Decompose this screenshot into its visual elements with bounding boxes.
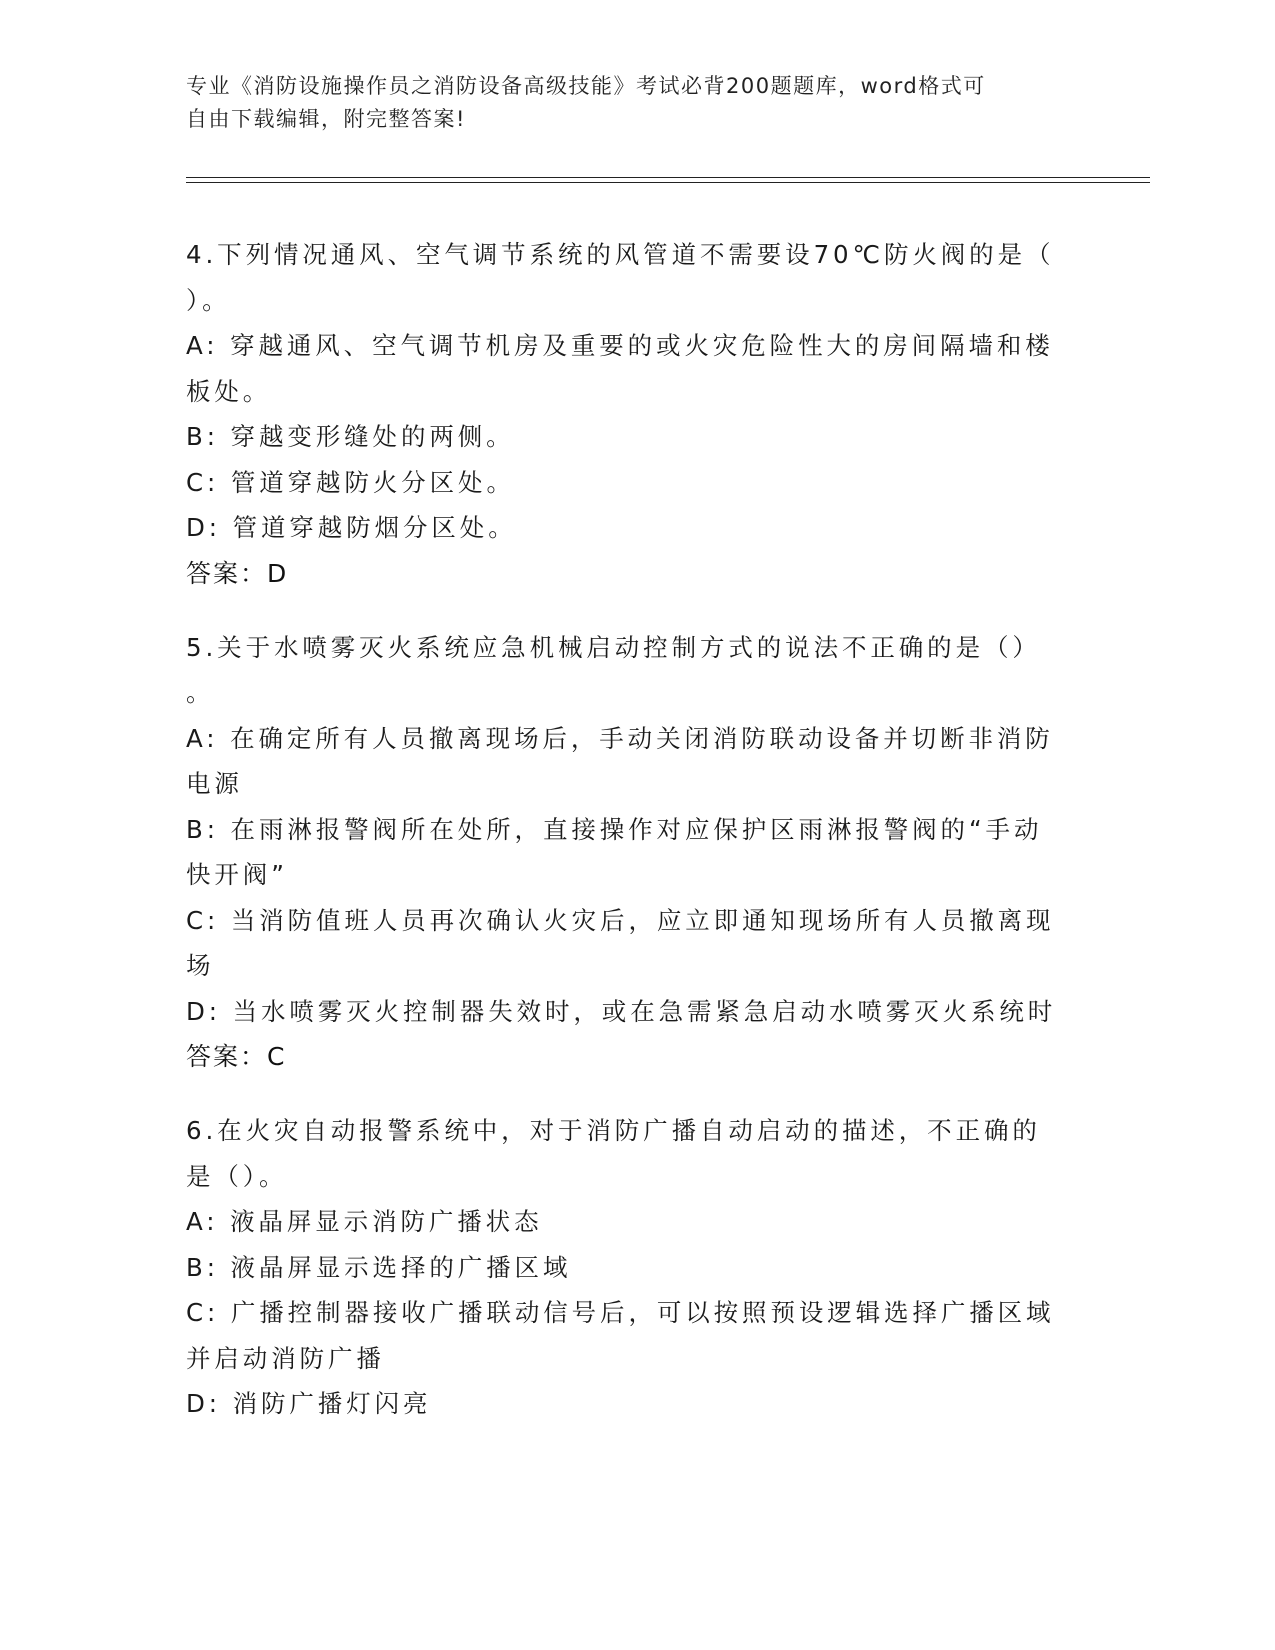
question-6 — [186, 1108, 1076, 1427]
question-stem: 5.关于水喷雾灭火系统应急机械启动控制方式的说法不正确的是（） — [186, 632, 1041, 662]
question-stem: 6.在火灾自动报警系统中，对于消防广播自动启动的描述，不正确的 — [186, 1116, 1041, 1145]
option-d: D: 消防广播灯闪亮 — [186, 1389, 432, 1418]
question-4 — [186, 232, 1076, 597]
header-line-1: 专业《消防设施操作员之消防设备高级技能》考试必背200题题库，word格式可 — [186, 74, 986, 98]
option-c: C: 广播控制器接收广播联动信号后，可以按照预设逻辑选择广播区域 并启动消防广播 — [186, 1298, 1055, 1373]
option-d: D: 管道穿越防烟分区处。 — [186, 513, 517, 542]
header-divider-top — [186, 177, 1150, 178]
question-stem: ）。 — [186, 285, 231, 315]
question-stem: 。 — [186, 678, 215, 707]
option-a: A: 在确定所有人员撤离现场后，手动关闭消防联动设备并切断非消防 电源 — [186, 723, 1054, 798]
answer-label: 答案：D — [186, 558, 289, 588]
option-b: B: 穿越变形缝处的两侧。 — [186, 422, 515, 451]
question-stem: 是（）。 — [186, 1161, 288, 1191]
header-divider-bottom — [186, 182, 1150, 183]
page-header — [186, 70, 1066, 136]
option-b: B: 液晶屏显示选择的广播区域 — [186, 1252, 572, 1282]
option-b: B: 在雨淋报警阀所在处所，直接操作对应保护区雨淋报警阀的“手动 快开阀” — [186, 814, 1043, 889]
answer-label: 答案：C — [186, 1042, 287, 1071]
option-c: C: 管道穿越防火分区处。 — [186, 467, 515, 497]
option-d: D: 当水喷雾灭火控制器失效时，或在急需紧急启动水喷雾灭火系统时 — [186, 996, 1057, 1026]
header-line-2: 自由下载编辑，附完整答案! — [186, 107, 466, 131]
option-c: C: 当消防值班人员再次确认火灾后，应立即通知现场所有人员撤离现 场 — [186, 905, 1055, 980]
question-5 — [186, 625, 1076, 1081]
question-list — [186, 232, 1076, 1455]
option-a: A: 液晶屏显示消防广播状态 — [186, 1207, 543, 1236]
question-stem: 4.下列情况通风、空气调节系统的风管道不需要设70℃防火阀的是（ — [186, 240, 1055, 269]
option-a: A: 穿越通风、空气调节机房及重要的或火灾危险性大的房间隔墙和楼 板处。 — [186, 331, 1054, 406]
